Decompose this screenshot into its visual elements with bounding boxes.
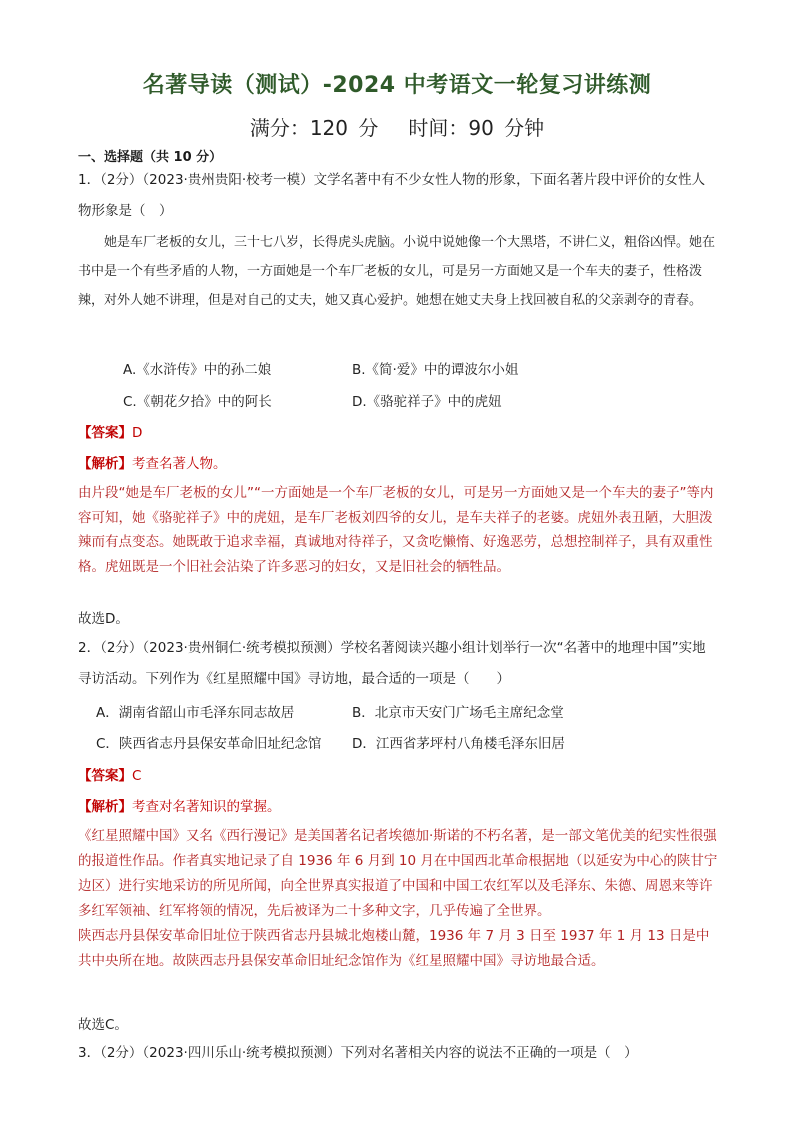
q1-conclusion: 故选D。 — [78, 611, 129, 627]
q2-option-d[interactable]: D．江西省茅坪村八角楼毛泽东旧居 — [352, 736, 565, 752]
q2-analysis — [78, 795, 281, 815]
q2-option-a[interactable]: A．湖南省韶山市毛泽东同志故居 — [96, 705, 295, 721]
q1-stem-line1: 1．（2分）（2023·贵州贵阳·校考一模）文学名著中有不少女性人物的形象，下面名著片段中评价的女性人 — [78, 172, 706, 188]
full-score: 满分：120 分 — [249, 116, 379, 140]
q1-passage — [78, 228, 718, 315]
q1-explanation — [78, 481, 718, 579]
q2-stem-line2: 寻访活动。下列作为《红星照耀中国》寻访地，最合适的一项是（ ） — [78, 671, 510, 687]
q2-option-b[interactable]: B．北京市天安门广场毛主席纪念堂 — [352, 705, 564, 721]
answer-value: C — [132, 768, 142, 784]
q2-option-c[interactable]: C．陕西省志丹县保安革命旧址纪念馆 — [96, 736, 322, 752]
answer-label: 【答案】 — [78, 768, 132, 784]
q1-option-c[interactable]: C.《朝花夕拾》中的阿长 — [123, 394, 272, 410]
q3-stem-line1: 3．（2分）（2023·四川乐山·统考模拟预测）下列对名著相关内容的说法不正确的一项是（ ） — [78, 1045, 638, 1061]
answer-value: D — [132, 425, 143, 441]
q2-stem-line1: 2．（2分）（2023·贵州铜仁·统考模拟预测）学校名著阅读兴趣小组计划举行一次“名著中的地理中国”实地 — [78, 640, 706, 656]
exam-time: 时间：90 分钟 — [408, 116, 545, 140]
q1-answer — [78, 421, 142, 441]
page-title: 名著导读（测试）-2024 中考语文一轮复习讲练测 — [142, 73, 652, 98]
q1-stem-line2: 物形象是（ ） — [78, 203, 173, 219]
q2-explanation — [78, 824, 718, 974]
q1-option-b[interactable]: B.《简·爱》中的谭波尔小姐 — [352, 362, 519, 378]
q1-option-a[interactable]: A.《水浒传》中的孙二娘 — [123, 362, 272, 378]
analysis-label: 【解析】 — [78, 456, 132, 472]
q2-answer — [78, 764, 141, 784]
answer-label: 【答案】 — [78, 425, 132, 441]
exam-info — [0, 112, 794, 141]
section-heading: 一、选择题（共 10 分） — [78, 150, 223, 165]
analysis-value: 考查对名著知识的掌握。 — [132, 799, 281, 815]
q2-explanation-p1: 《红星照耀中国》又名《西行漫记》是美国著名记者埃德加·斯诺的不朽名著，是一部文笔优美的纪实性很强的报道性作品。作者真实地记录了自 1936 年 6 月到 10 月在中国西北革命根据地（以延安为中心的陕甘宁边区）进行实地采访的所见所闻，向全世界真实报道了中国和中国工农红军以及毛泽东、朱德、周恩来等许多红军领袖、红军将领的情况，先后被译为二十多种文字，几乎传遍了全世界。 — [78, 828, 718, 919]
q2-explanation-p2: 陕西志丹县保安革命旧址位于陕西省志丹县城北炮楼山麓，1936 年 7 月 3 日至 1937 年 1 月 13 日是中共中央所在地。故陕西志丹县保安革命旧址纪念馆作为《红星照耀中国》寻访地最合适。 — [78, 928, 710, 969]
q1-explanation-text: 由片段“她是车厂老板的女儿”“一方面她是一个车厂老板的女儿，可是另一方面她又是一个车夫的妻子”等内容可知，她《骆驼祥子》中的虎妞，是车厂老板刘四爷的女儿，是车夫祥子的老婆。虎妞外表丑陋，大胆泼辣而有点变态。她既敢于追求幸福，真诚地对待祥子，又贪吃懒惰、好逸恶劳，总想控制祥子，具有双重性格。虎妞既是一个旧社会沾染了许多恶习的妇女，又是旧社会的牺牲品。 — [78, 485, 714, 575]
q1-analysis — [78, 452, 227, 472]
analysis-label: 【解析】 — [78, 799, 132, 815]
q2-conclusion: 故选C。 — [78, 1017, 128, 1033]
q1-option-d[interactable]: D.《骆驼祥子》中的虎妞 — [352, 394, 502, 410]
q1-passage-text: 她是车厂老板的女儿，三十七八岁，长得虎头虎脑。小说中说她像一个大黑塔，不讲仁义，粗俗凶悍。她在书中是一个有些矛盾的人物，一方面她是一个车厂老板的女儿，可是另一方面她又是一个车夫的妻子，性格泼辣，对外人她不讲理，但是对自己的丈夫，她又真心爱护。她想在她丈夫身上找回被自私的父亲剥夺的青春。 — [78, 235, 716, 308]
analysis-value: 考查名著人物。 — [132, 456, 227, 472]
